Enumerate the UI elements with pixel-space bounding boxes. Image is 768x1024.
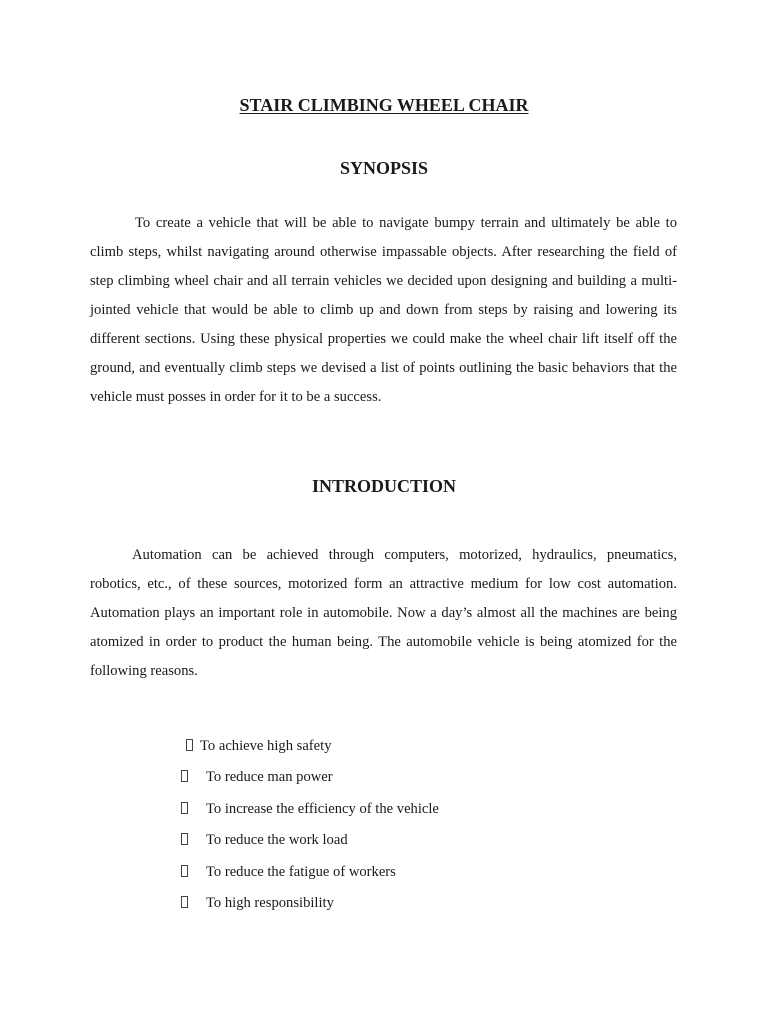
list-item xyxy=(181,794,439,825)
list-item xyxy=(181,857,439,888)
document-title: STAIR CLIMBING WHEEL CHAIR xyxy=(239,95,529,115)
introduction-heading: INTRODUCTION xyxy=(311,476,457,496)
missing-glyph-bullet-icon xyxy=(181,865,188,877)
synopsis-paragraph: To create a vehicle that will be able to navigate bumpy terrain and ultimately be able to climb steps, whilst navigating around otherwise impassable objects. After researching the field of step climbing wheel chair and all terrain vehicles we decided upon designing and building a multi-jointed vehicle that would be able to climb up and down from steps by raising and lowering its different sections. Using these physical properties we could make the wheel chair lift itself off the ground, and eventually climb steps we devised a list of points outlining the basic behaviors that the vehicle must posses in order for it to be a success. xyxy=(90,215,677,405)
list-item xyxy=(181,888,439,919)
list-item xyxy=(181,825,439,856)
list-item-text: To reduce the fatigue of workers xyxy=(206,863,396,880)
reasons-list xyxy=(181,731,439,919)
list-item xyxy=(181,762,439,793)
missing-glyph-bullet-icon xyxy=(181,770,188,782)
list-item-text: To achieve high safety xyxy=(200,738,332,754)
missing-glyph-bullet-icon xyxy=(181,833,188,845)
missing-glyph-bullet-icon xyxy=(186,739,193,751)
synopsis-heading: SYNOPSIS xyxy=(339,158,429,178)
list-item-text: To high responsibility xyxy=(206,894,334,911)
list-item-text: To reduce man power xyxy=(206,769,333,786)
list-item-text: To increase the efficiency of the vehicle xyxy=(206,800,439,817)
introduction-paragraph: Automation can be achieved through computers, motorized, hydraulics, pneumatics, robotics, etc., of these sources, motorized form an attractive medium for low cost automation. Automation plays an important role in automobile. Now a day’s almost all the machines are being atomized in order to product the human being. The automobile vehicle is being atomized for the following reasons. xyxy=(90,547,677,679)
list-item-text: To reduce the work load xyxy=(206,832,348,849)
missing-glyph-bullet-icon xyxy=(181,802,188,814)
missing-glyph-bullet-icon xyxy=(181,896,188,908)
list-item xyxy=(181,731,439,762)
